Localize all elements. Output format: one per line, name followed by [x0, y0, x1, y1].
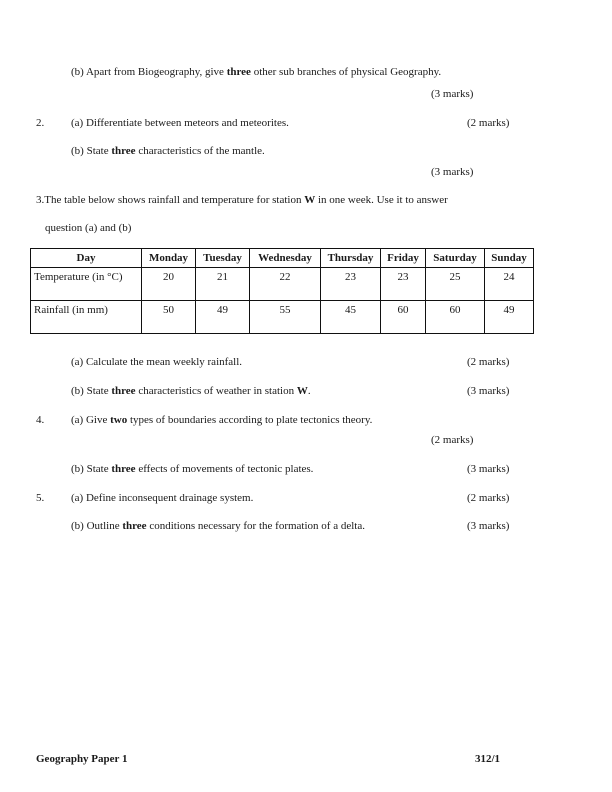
question-2b: (b) State three characteristics of the mantle.	[71, 145, 265, 157]
question-1b: (b) Apart from Biogeography, give three other sub branches of physical Geography.	[71, 66, 442, 78]
table-header: Day	[31, 249, 142, 268]
marks-3b: (3 marks)	[467, 385, 510, 397]
table-header: Thursday	[321, 249, 381, 268]
marks-3a: (2 marks)	[467, 356, 510, 368]
question-4a: (a) Give two types of boundaries according to plate tectonics theory.	[71, 414, 373, 426]
table-cell: 60	[426, 301, 485, 334]
table-cell: 20	[142, 268, 196, 301]
marks-5b: (3 marks)	[467, 520, 510, 532]
question-5b: (b) Outline three conditions necessary for the formation of a delta.	[71, 520, 365, 532]
footer-code: 312/1	[475, 753, 501, 765]
marks-2a: (2 marks)	[467, 117, 510, 129]
table-cell: 23	[381, 268, 426, 301]
question-number-4: 4.	[36, 414, 45, 426]
table-header: Sunday	[485, 249, 534, 268]
row-label: Rainfall (in mm)	[31, 301, 142, 334]
table-cell: 21	[196, 268, 250, 301]
table-cell: 24	[485, 268, 534, 301]
question-number-5: 5.	[36, 492, 45, 504]
table-header: Friday	[381, 249, 426, 268]
table-cell: 45	[321, 301, 381, 334]
weather-table	[30, 248, 534, 334]
table-cell: 55	[250, 301, 321, 334]
question-2a: (a) Differentiate between meteors and meteorites.	[71, 117, 289, 129]
footer-title: Geography Paper 1	[36, 753, 128, 765]
question-3b: (b) State three characteristics of weather in station W.	[71, 385, 311, 397]
table-header-row	[31, 249, 534, 268]
marks-5a: (2 marks)	[467, 492, 510, 504]
question-3a: (a) Calculate the mean weekly rainfall.	[71, 356, 243, 368]
question-number-2: 2.	[36, 117, 45, 129]
table-row	[31, 301, 534, 334]
table-header: Saturday	[426, 249, 485, 268]
table-row	[31, 268, 534, 301]
table-cell: 25	[426, 268, 485, 301]
table-cell: 60	[381, 301, 426, 334]
question-4b: (b) State three effects of movements of tectonic plates.	[71, 463, 314, 475]
table-cell: 49	[196, 301, 250, 334]
table-cell: 23	[321, 268, 381, 301]
marks-1b: (3 marks)	[431, 88, 474, 100]
table-cell: 49	[485, 301, 534, 334]
marks-4b: (3 marks)	[467, 463, 510, 475]
table-header: Wednesday	[250, 249, 321, 268]
table-header: Tuesday	[196, 249, 250, 268]
table-cell: 50	[142, 301, 196, 334]
question-3-intro-line2: question (a) and (b)	[45, 222, 132, 234]
marks-2b: (3 marks)	[431, 166, 474, 178]
question-5a: (a) Define inconsequent drainage system.	[71, 492, 254, 504]
table-header: Monday	[142, 249, 196, 268]
table-cell: 22	[250, 268, 321, 301]
question-3-intro: 3.The table below shows rainfall and temperature for station W in one week. Use it to answer	[36, 194, 448, 206]
marks-4a: (2 marks)	[431, 434, 474, 446]
row-label: Temperature (in °C)	[31, 268, 142, 301]
